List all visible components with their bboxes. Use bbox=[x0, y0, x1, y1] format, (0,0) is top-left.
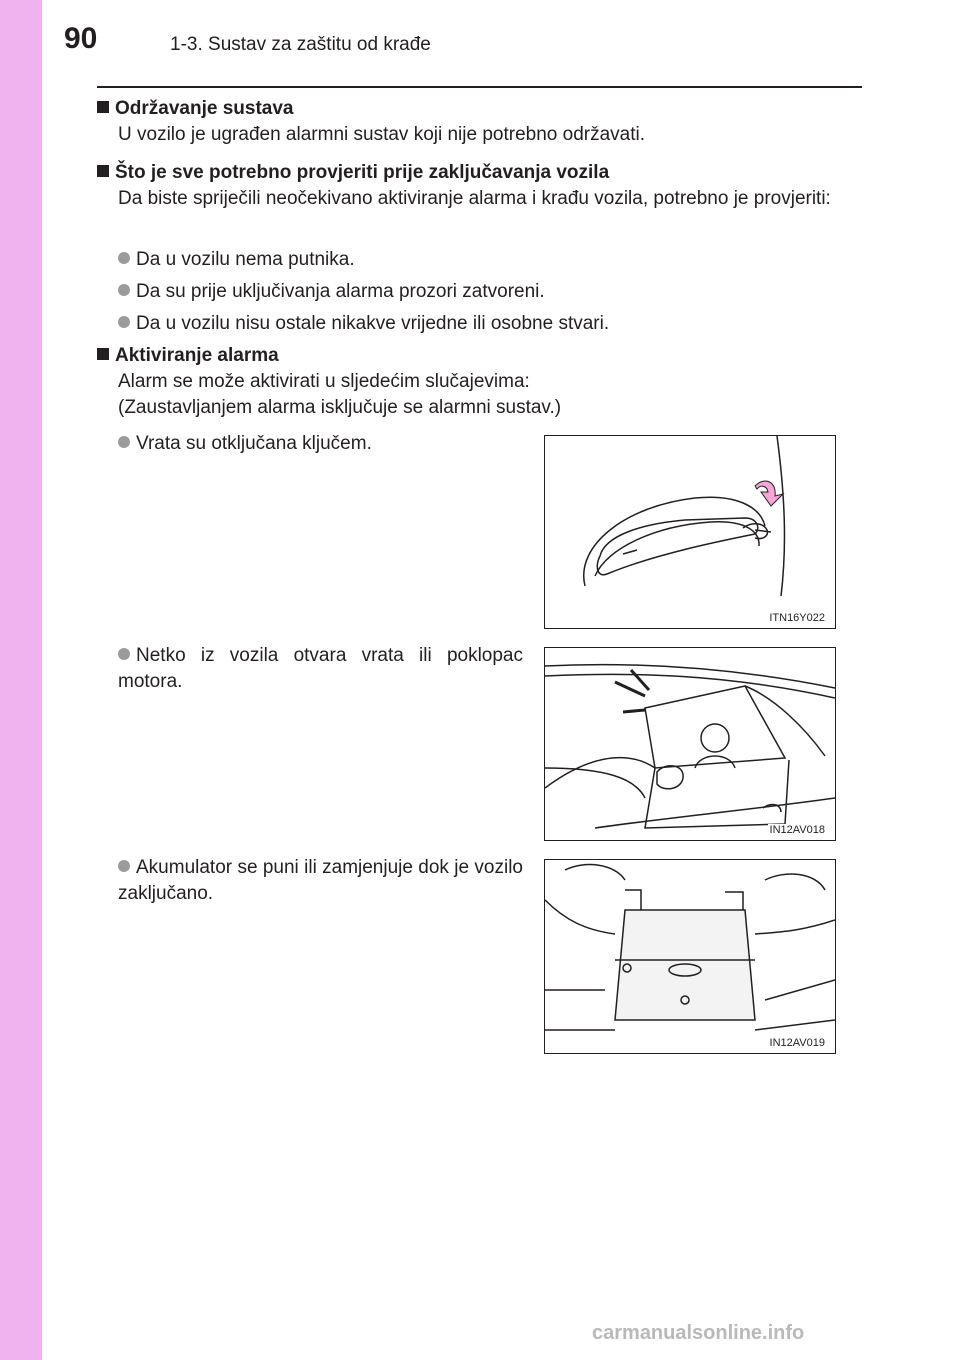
list-item: Akumulator se puni ili zamjenjuje dok je vozilo zaključano. bbox=[118, 857, 523, 904]
figure-code: IN12AV019 bbox=[769, 1037, 825, 1049]
section-checks bbox=[97, 160, 862, 212]
car-door-illustration bbox=[545, 648, 835, 840]
section-heading: Održavanje sustava bbox=[115, 98, 294, 119]
square-bullet-icon bbox=[97, 101, 109, 113]
section-body-line: (Zaustavljanjem alarma isključuje se alarmni sustav.) bbox=[118, 397, 562, 418]
section-alarm-activation bbox=[97, 343, 862, 421]
figure-person-door bbox=[544, 647, 836, 841]
list-item: Netko iz vozila otvara vrata ili poklopac motora. bbox=[118, 645, 523, 692]
figure-battery bbox=[544, 859, 836, 1054]
circle-bullet-icon bbox=[118, 436, 130, 448]
circle-bullet-icon bbox=[118, 860, 130, 872]
list-item: Da u vozilu nisu ostale nikakve vrijedne ili osobne stvari. bbox=[118, 311, 609, 337]
section-body-line: Alarm se može aktivirati u sljedećim slučajevima: bbox=[118, 371, 530, 392]
watermark-text: carmanualsonline.info bbox=[592, 1322, 805, 1344]
figure-door-handle bbox=[544, 435, 836, 629]
section-body: U vozilo je ugrađen alarmni sustav koji nije potrebno održavati. bbox=[118, 124, 645, 145]
page-number: 90 bbox=[64, 22, 98, 55]
square-bullet-icon bbox=[97, 165, 109, 177]
figure-code: ITN16Y022 bbox=[769, 612, 825, 624]
section-body: Da biste spriječili neočekivano aktiviranje alarma i krađu vozila, potrebno je provjeriti: bbox=[118, 188, 831, 209]
battery-illustration bbox=[545, 860, 835, 1053]
circle-bullet-icon bbox=[118, 316, 130, 328]
list-item: Da su prije uključivanja alarma prozori zatvoreni. bbox=[118, 279, 545, 305]
chapter-title: 1-3. Sustav za zaštitu od krađe bbox=[170, 34, 431, 55]
circle-bullet-icon bbox=[118, 284, 130, 296]
square-bullet-icon bbox=[97, 348, 109, 360]
list-item: Vrata su otključana ključem. bbox=[118, 431, 523, 457]
figure-code: IN12AV018 bbox=[769, 824, 825, 836]
door-handle-illustration bbox=[545, 436, 835, 628]
section-heading: Što je sve potrebno provjeriti prije zaključavanja vozila bbox=[115, 162, 610, 183]
sidebar-tab bbox=[0, 0, 42, 1360]
list-item: Da u vozilu nema putnika. bbox=[118, 247, 355, 273]
circle-bullet-icon bbox=[118, 648, 130, 660]
section-heading: Aktiviranje alarma bbox=[115, 345, 279, 366]
section-maintenance bbox=[97, 96, 862, 148]
circle-bullet-icon bbox=[118, 252, 130, 264]
header-divider bbox=[97, 86, 862, 88]
